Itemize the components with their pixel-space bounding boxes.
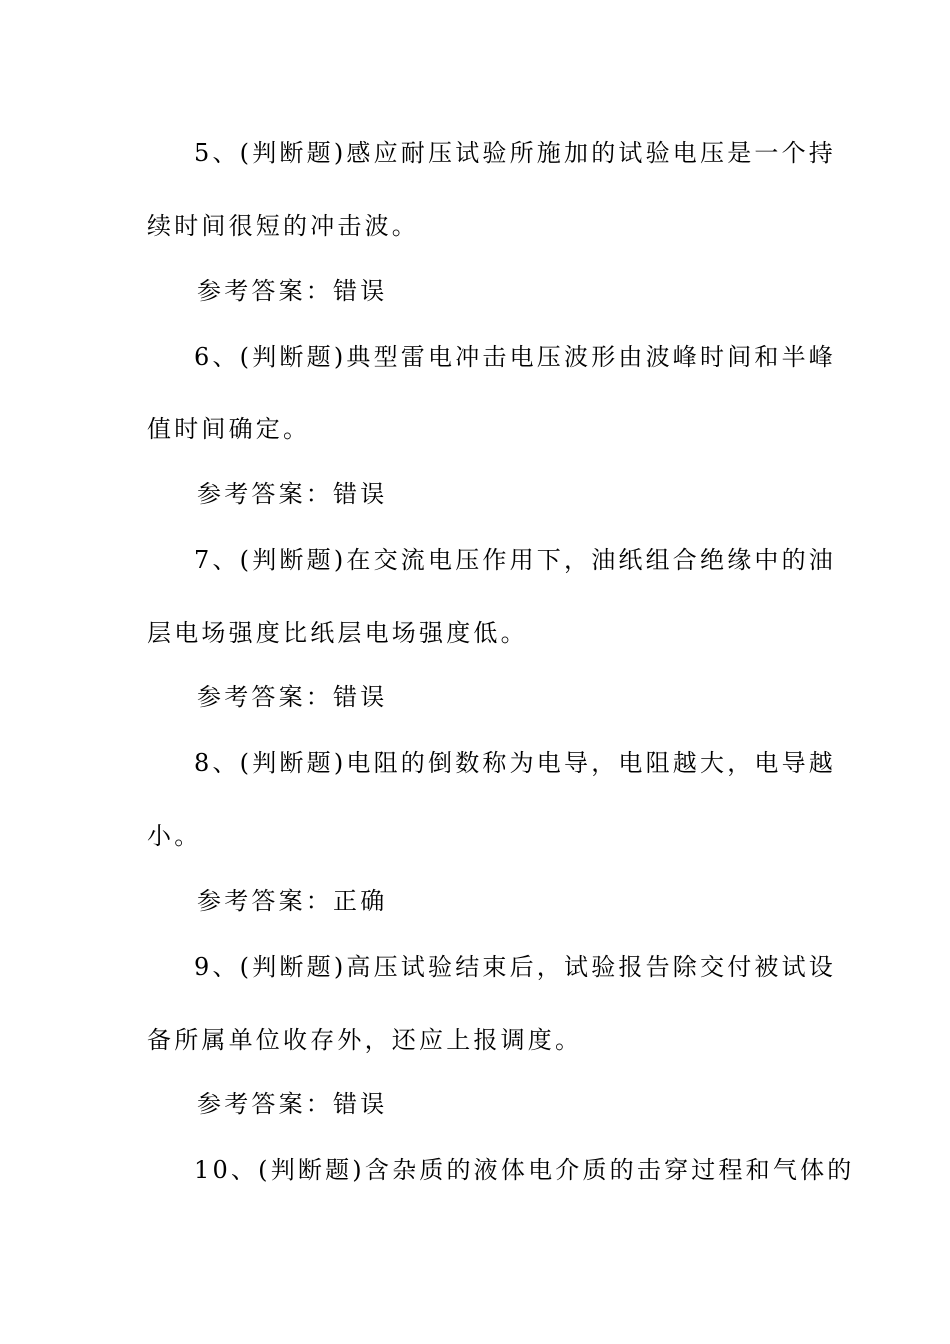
question-8-answer: 参考答案：正确 [197,887,388,915]
question-8-line-2: 小。 [147,822,202,850]
question-5-line-2: 续时间很短的冲击波。 [147,212,419,240]
question-10-line-1: 10、(判断题)含杂质的液体电介质的击穿过程和气体的 [194,1156,855,1184]
question-6-line-2: 值时间确定。 [147,415,311,443]
question-7-line-2: 层电场强度比纸层电场强度低。 [147,619,528,647]
question-6-answer: 参考答案：错误 [197,480,388,508]
question-8-line-1: 8、(判断题)电阻的倒数称为电导，电阻越大，电导越 [194,749,836,777]
question-9-line-1: 9、(判断题)高压试验结束后，试验报告除交付被试设 [194,953,836,981]
question-5-line-1: 5、(判断题)感应耐压试验所施加的试验电压是一个持 [194,139,836,167]
question-9-line-2: 备所属单位收存外，还应上报调度。 [147,1026,583,1054]
question-5-answer: 参考答案：错误 [197,277,388,305]
question-7-answer: 参考答案：错误 [197,683,388,711]
question-6-line-1: 6、(判断题)典型雷电冲击电压波形由波峰时间和半峰 [194,343,836,371]
question-9-answer: 参考答案：错误 [197,1090,388,1118]
question-7-line-1: 7、(判断题)在交流电压作用下，油纸组合绝缘中的油 [194,546,836,574]
